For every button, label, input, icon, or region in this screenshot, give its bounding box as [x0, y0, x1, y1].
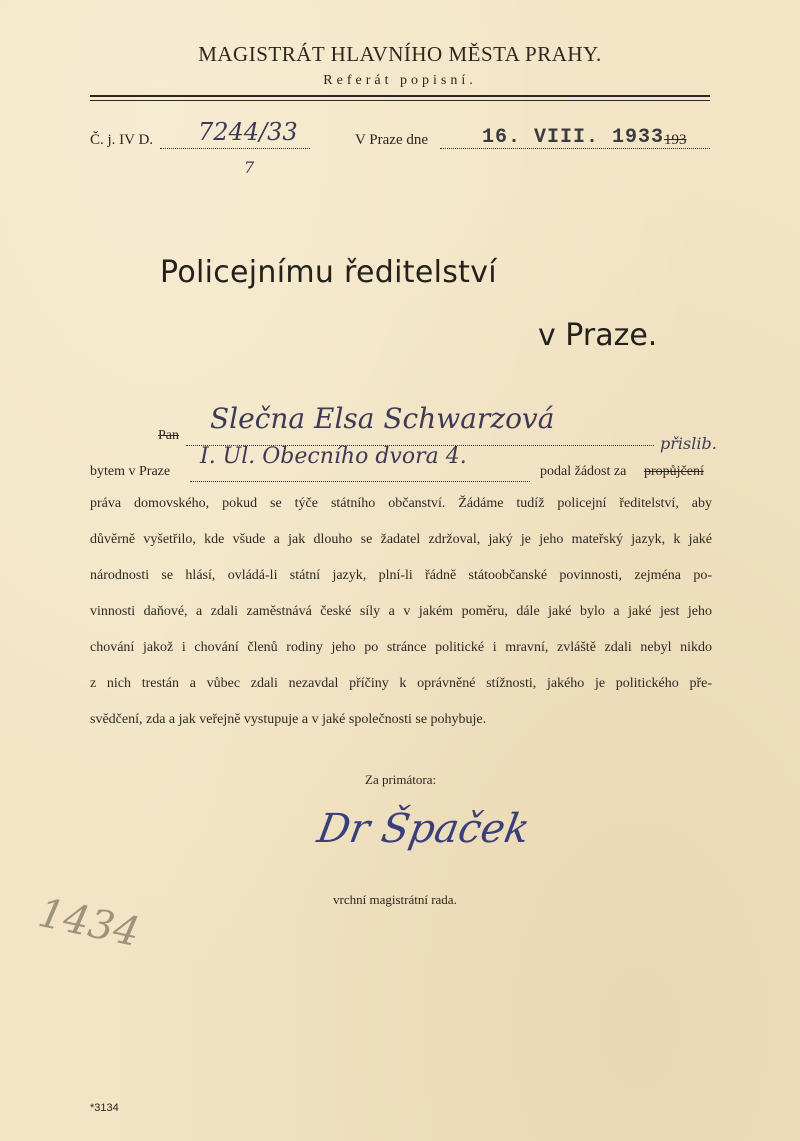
body-line: vinnosti daňové, a zdali zaměstnává české síly a v jakém poměru, dále jaké bylo a jaké jest jeho	[90, 604, 712, 619]
inserted-word: přislib.	[660, 434, 717, 453]
applicant-name: Slečna Elsa Schwarzová	[210, 402, 555, 435]
reference-tick-mark: 7	[244, 158, 255, 177]
body-line: národnosti se hlásí, ovládá-li státní jazyk, plní-li řádně státoobčanské povinnosti, zejména po-	[90, 568, 712, 583]
addressee-line-2: v Praze.	[538, 318, 658, 353]
signature: Dr Špaček	[313, 806, 534, 852]
addressee-line-1: Policejnímu ředitelství	[160, 255, 497, 290]
residence-label: bytem v Praze	[90, 464, 171, 479]
for-mayor-label: Za primátora:	[365, 772, 437, 787]
filed-label: podal žádost za	[540, 464, 627, 479]
body-line: důvěrně vyšetřilo, kde všude a jak dlouho se žadatel zdržoval, jaký je jeho mateřský jazyk, k jaké	[90, 532, 712, 547]
pan-label-text: Pan	[158, 428, 179, 443]
applicant-address: I. Ul. Obecního dvora 4.	[200, 444, 467, 469]
issuer-department: Referát popisní.	[323, 73, 477, 88]
pan-label	[158, 418, 179, 454]
form-code: *3134	[90, 1102, 119, 1114]
address-dotline	[190, 481, 530, 482]
header-rule-top	[90, 95, 710, 97]
header-rule-bottom	[90, 100, 710, 101]
printed-year: 193	[664, 132, 687, 148]
body-line: svědčení, zda a jak veřejně vystupuje a v jaké společnosti se pohybuje.	[90, 712, 487, 727]
place-date-label: V Praze dne	[355, 132, 429, 148]
body-line: chování jakož i chování členů rodiny jeho po stránce politické i mravní, zvláště zdali nebyl nikdo	[90, 640, 712, 655]
reference-number-dotline	[160, 148, 310, 149]
body-line: práva domovského, pokud se týče státního občanství. Žádáme tudíž policejní ředitelství, aby	[90, 496, 712, 511]
date-stamp: 16. VIII. 1933	[482, 126, 665, 149]
reference-number: 7244/33	[198, 118, 298, 146]
issuer-title: MAGISTRÁT HLAVNÍHO MĚSTA PRAHY.	[198, 42, 602, 66]
struck-word: propůjčení	[644, 464, 704, 479]
body-line: z nich trestán a vůbec zdali nezavdal příčiny k oprávněné stížnosti, jakého je politického pře-	[90, 676, 712, 691]
reference-label: Č. j. IV D.	[90, 132, 154, 148]
margin-pencil-note: 1434	[34, 889, 144, 957]
signatory-title: vrchní magistrátní rada.	[333, 892, 457, 907]
